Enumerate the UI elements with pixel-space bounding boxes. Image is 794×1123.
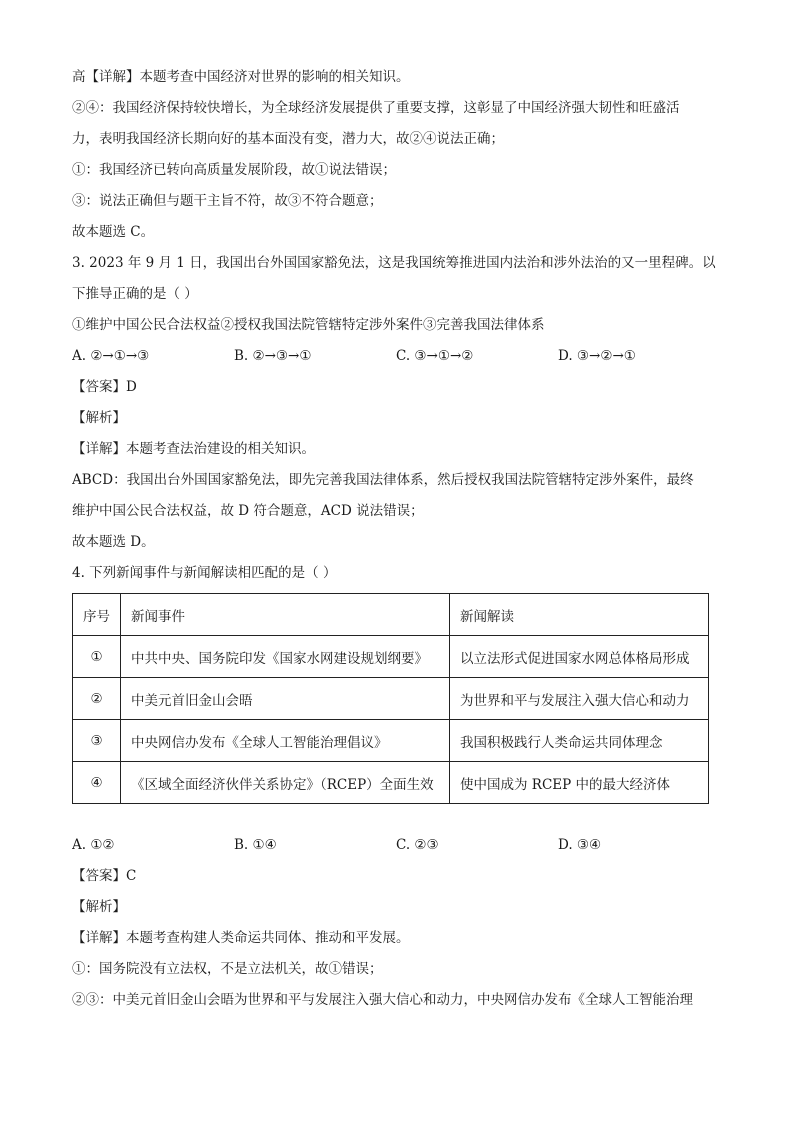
q3-detail: 【详解】本题考查法治建设的相关知识。 [72,441,315,457]
question-3 [72,248,724,558]
row-interpretation: 以立法形式促进国家水网总体格局形成 [450,636,709,678]
q3-analysis-label: 【解析】 [72,410,126,426]
option-b: B. ①④ [234,837,277,853]
table-row [73,720,709,762]
exam-page [72,62,724,1016]
q3-options [72,341,724,372]
q4-explain-line: ①：国务院没有立法权，不是立法机关，故①错误； [72,961,383,977]
option-a: A. ②→①→③ [72,348,150,364]
q4-explain-line: ②③：中美元首旧金山会晤为世界和平与发展注入强大信心和动力，中央网信办发布《全球人工智能治理 [72,992,693,1008]
q3-explain-line: 维护中国公民合法权益，故 D 符合题意，ACD 说法错误； [72,503,424,519]
option-b: B. ②→③→① [234,348,312,364]
option-d: D. ③→②→① [558,348,636,364]
explanation-line: ③：说法正确但与题干主旨不符，故③不符合题意； [72,193,383,209]
q4-stem: 4. 下列新闻事件与新闻解读相匹配的是（ ） [72,565,337,581]
header-index: 序号 [73,594,121,636]
option-a: A. ①② [72,837,115,853]
explanation-line: ②④：我国经济保持较快增长，为全球经济发展提供了重要支撑，这彰显了中国经济强大韧性和旺盛活 [72,100,680,116]
table-header-row [73,594,709,636]
conclusion-line: 故本题选 C。 [72,224,155,240]
q4-detail: 【详解】本题考查构建人类命运共同体、推动和平发展。 [72,930,410,946]
row-index: ① [73,636,121,678]
table-row [73,762,709,804]
header-interpretation: 新闻解读 [450,594,709,636]
row-event: 中央网信办发布《全球人工智能治理倡议》 [121,720,450,762]
row-index: ④ [73,762,121,804]
q4-options [72,830,724,861]
table-gap [72,804,724,830]
header-event: 新闻事件 [121,594,450,636]
q2-explanation-tail [72,62,724,248]
row-interpretation: 使中国成为 RCEP 中的最大经济体 [450,762,709,804]
q4-analysis-label: 【解析】 [72,899,126,915]
q3-explain-line: ABCD：我国出台外国国家豁免法，即先完善我国法律体系，然后授权我国法院管辖特定涉外案件，最终 [72,472,694,488]
question-4 [72,558,724,1016]
explanation-line: 力，表明我国经济长期向好的基本面没有变，潜力大，故②④说法正确； [72,131,504,147]
option-d: D. ③④ [558,837,602,853]
option-c: C. ②③ [396,837,439,853]
q4-answer: 【答案】C [72,868,137,884]
table-row [73,636,709,678]
table-row [73,678,709,720]
row-interpretation: 我国积极践行人类命运共同体理念 [450,720,709,762]
row-index: ② [73,678,121,720]
q3-items: ①维护中国公民合法权益②授权我国法院管辖特定涉外案件③完善我国法律体系 [72,317,545,333]
detail-line: 高【详解】本题考查中国经济对世界的影响的相关知识。 [72,69,410,85]
option-c: C. ③→①→② [396,348,474,364]
row-event: 中美元首旧金山会晤 [121,678,450,720]
q3-answer: 【答案】D [72,379,137,395]
row-index: ③ [73,720,121,762]
news-table [72,593,709,804]
q3-conclusion: 故本题选 D。 [72,534,155,550]
q3-stem-line: 3. 2023 年 9 月 1 日，我国出台外国国家豁免法，这是我国统筹推进国内法治和涉外法治的又一里程碑。以 [72,255,716,271]
explanation-line: ①：我国经济已转向高质量发展阶段，故①说法错误； [72,162,396,178]
row-event: 中共中央、国务院印发《国家水网建设规划纲要》 [121,636,450,678]
q3-stem-line: 下推导正确的是（ ） [72,286,198,302]
row-interpretation: 为世界和平与发展注入强大信心和动力 [450,678,709,720]
row-event: 《区域全面经济伙伴关系协定》（RCEP）全面生效 [121,762,450,804]
